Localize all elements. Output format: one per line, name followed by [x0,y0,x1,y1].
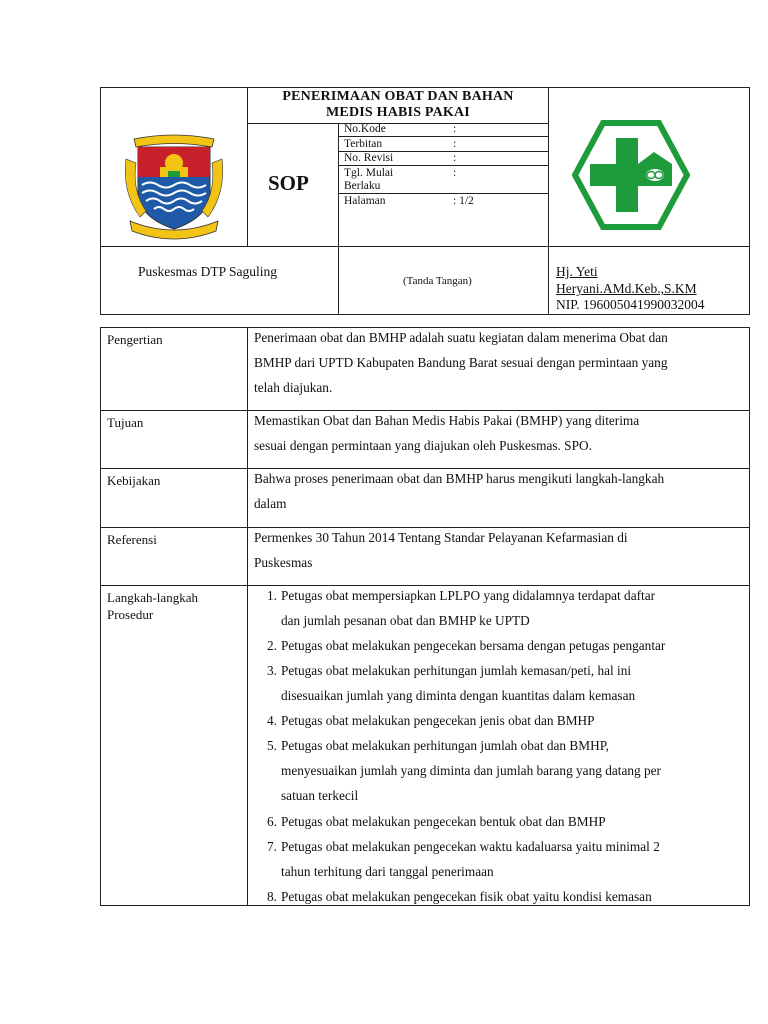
meta-no-kode-label: No.Kode [344,123,386,135]
kebijakan-line: Bahwa proses penerimaan obat dan BMHP harus mengikuti langkah-langkah [254,471,665,486]
step-number: 3. [267,663,277,678]
sop-label: SOP [268,171,309,195]
referensi-line: Puskesmas [254,555,313,570]
puskesmas-name: Puskesmas DTP Saguling [138,264,278,279]
step-number: 4. [267,713,277,728]
signature-placeholder: (Tanda Tangan) [403,275,472,287]
langkah-label-line1: Langkah-langkah [107,590,198,605]
step-number: 7. [267,839,277,854]
tujuan-line: Memastikan Obat dan Bahan Medis Habis Pakai (BMHP) yang diterima [254,413,640,428]
procedure-step [267,583,742,633]
step-number: 8. [267,889,277,904]
step-line: Petugas obat melakukan perhitungan jumlah obat dan BMHP, [281,738,609,753]
pengertian-label: Pengertian [107,332,163,347]
meta-no-kode-value: : [453,123,457,135]
referensi-label: Referensi [107,532,157,547]
kebijakan-line: dalam [254,496,287,511]
document-title-line2: MEDIS HABIS PAKAI [326,105,470,120]
step-number: 1. [267,588,277,603]
meta-revisi-value: : [453,152,457,164]
step-line: Petugas obat melakukan pengecekan waktu kadaluarsa yaitu minimal 2 [281,839,660,854]
step-line: tahun terhitung dari tanggal penerimaan [281,864,494,879]
referensi-line: Permenkes 30 Tahun 2014 Tentang Standar Pelayanan Kefarmasian di [254,530,628,545]
meta-terbitan-value: : [453,138,457,150]
step-line: menyesuaikan jumlah yang diminta dan jumlah barang yang datang per [281,763,661,778]
meta-halaman-label: Halaman [344,195,386,207]
step-number: 2. [267,638,277,653]
tujuan-line: sesuai dengan permintaan yang diajukan oleh Puskesmas. SPO. [254,438,592,453]
procedure-step [267,834,742,884]
referensi-text [254,525,742,575]
langkah-label-line2: Prosedur [107,607,154,622]
tujuan-label: Tujuan [107,415,144,430]
step-line: Petugas obat melakukan pengecekan jenis obat dan BMHP [281,713,595,728]
kebijakan-text [254,466,742,516]
meta-berlaku-label: Berlaku [344,180,381,192]
step-line: Petugas obat melakukan pengecekan fisik obat yaitu kondisi kemasan [281,889,652,904]
step-line: dan jumlah pesanan obat dan BMHP ke UPTD [281,613,530,628]
meta-halaman-value: : 1/2 [453,195,474,207]
kabupaten-logo [120,133,228,243]
procedure-step [267,658,742,708]
step-line: satuan terkecil [281,788,359,803]
pengertian-line: telah diajukan. [254,380,333,395]
meta-tgl-mulai-value: : [453,167,457,179]
tujuan-text [254,408,742,458]
pengertian-line: BMHP dari UPTD Kabupaten Bandung Barat sesuai dengan permintaan yang [254,355,668,370]
pengertian-line: Penerimaan obat dan BMHP adalah suatu kegiatan dalam menerima Obat dan [254,330,668,345]
langkah-label [107,589,198,623]
step-line: Petugas obat melakukan pengecekan bersama dengan petugas pengantar [281,638,666,653]
step-line: Petugas obat mempersiapkan LPLPO yang didalamnya terdapat daftar [281,588,656,603]
meta-tgl-mulai-label: Tgl. Mulai [344,167,394,179]
step-number: 6. [267,814,277,829]
signer-name-line1: Hj. Yeti [556,264,598,279]
procedure-step [267,809,742,834]
procedure-step [267,708,742,733]
kebijakan-label: Kebijakan [107,473,161,488]
meta-terbitan-label: Terbitan [344,138,383,150]
step-line: Petugas obat melakukan perhitungan jumlah kemasan/peti, hal ini [281,663,632,678]
procedure-step [267,633,742,658]
procedure-step [267,884,742,909]
step-line: Petugas obat melakukan pengecekan bentuk obat dan BMHP [281,814,606,829]
document-title [250,89,546,121]
signer-nip: NIP. 196005041990032004 [556,297,705,312]
step-number: 5. [267,738,277,753]
document-title-line1: PENERIMAAN OBAT DAN BAHAN [282,89,514,104]
step-line: disesuaikan jumlah yang diminta dengan kuantitas dalam kemasan [281,688,636,703]
pengertian-text [254,325,742,400]
signer-name-line2: Heryani.AMd.Keb.,S.KM [556,281,697,296]
meta-revisi-label: No. Revisi [344,152,394,164]
puskesmas-logo [572,120,690,230]
procedure-step [267,733,742,808]
